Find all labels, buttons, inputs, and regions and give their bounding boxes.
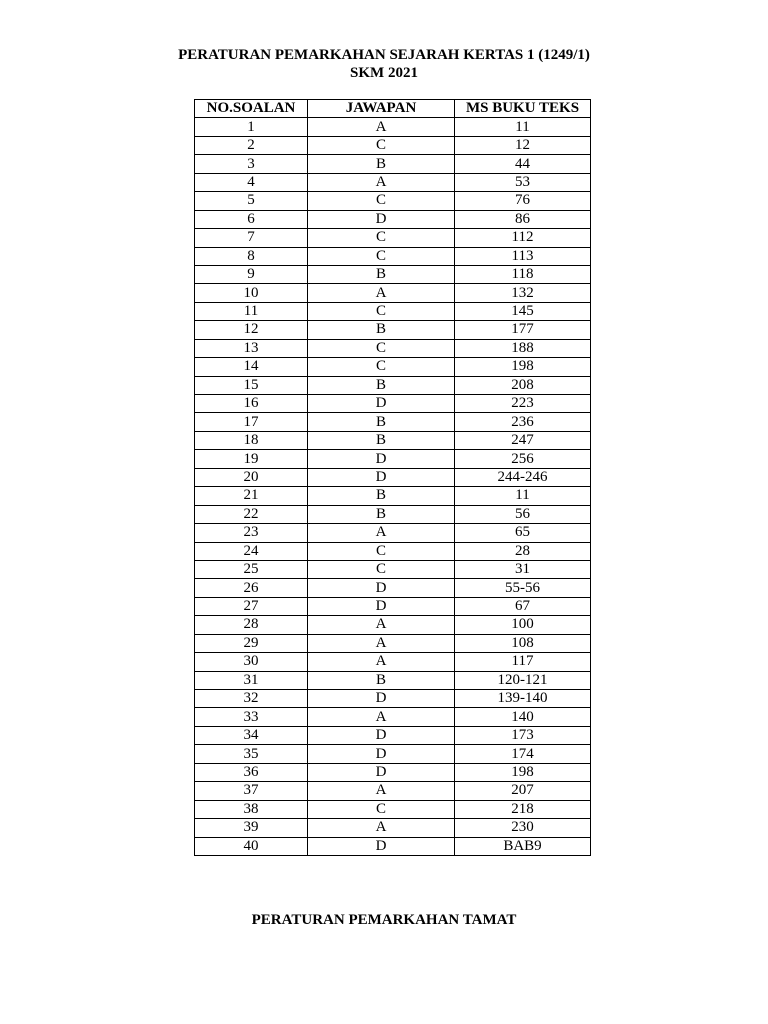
table-row [195,358,591,376]
question-no-cell: 5 [195,192,308,210]
answer-cell: D [308,726,455,744]
textbook-page-cell: 100 [455,616,591,634]
textbook-page-cell: 247 [455,431,591,449]
answer-cell: A [308,524,455,542]
table-row [195,708,591,726]
answer-cell: A [308,616,455,634]
table-row [195,800,591,818]
document-footer: PERATURAN PEMARKAHAN TAMAT [251,912,517,928]
textbook-page-cell: 173 [455,726,591,744]
question-no-cell: 4 [195,173,308,191]
question-no-cell: 10 [195,284,308,302]
question-no-cell: 19 [195,450,308,468]
table-row [195,210,591,228]
textbook-page-cell: 236 [455,413,591,431]
question-no-cell: 32 [195,690,308,708]
textbook-page-cell: 174 [455,745,591,763]
table-row [195,597,591,615]
textbook-page-cell: 53 [455,173,591,191]
table-row [195,302,591,320]
answer-cell: A [308,634,455,652]
question-no-cell: 8 [195,247,308,265]
table-row [195,653,591,671]
question-no-cell: 37 [195,782,308,800]
textbook-page-cell: 31 [455,560,591,578]
question-no-cell: 36 [195,763,308,781]
table-row [195,690,591,708]
question-no-cell: 15 [195,376,308,394]
answer-cell: D [308,597,455,615]
answer-cell: A [308,819,455,837]
answer-cell: D [308,837,455,855]
textbook-page-cell: 65 [455,524,591,542]
question-no-cell: 12 [195,321,308,339]
textbook-page-cell: 108 [455,634,591,652]
table-row [195,321,591,339]
textbook-page-cell: 132 [455,284,591,302]
textbook-page-cell: 140 [455,708,591,726]
textbook-page-cell: 230 [455,819,591,837]
table-row [195,376,591,394]
answer-cell: C [308,339,455,357]
question-no-cell: 11 [195,302,308,320]
textbook-page-cell: 118 [455,265,591,283]
question-no-cell: 24 [195,542,308,560]
answer-cell: D [308,690,455,708]
table-row [195,634,591,652]
textbook-page-cell: 76 [455,192,591,210]
textbook-page-cell: 256 [455,450,591,468]
table-row [195,763,591,781]
answer-cell: A [308,284,455,302]
question-no-cell: 2 [195,136,308,154]
question-no-cell: 20 [195,468,308,486]
table-row [195,431,591,449]
answer-cell: D [308,468,455,486]
textbook-page-cell: BAB9 [455,837,591,855]
textbook-page-cell: 86 [455,210,591,228]
table-row [195,524,591,542]
answer-table-body [195,118,591,856]
textbook-page-cell: 198 [455,763,591,781]
answer-cell: C [308,247,455,265]
table-row [195,118,591,136]
question-no-cell: 7 [195,229,308,247]
textbook-page-cell: 177 [455,321,591,339]
question-no-cell: 6 [195,210,308,228]
table-header-row [195,100,591,118]
question-no-cell: 22 [195,505,308,523]
answer-cell: B [308,321,455,339]
question-no-cell: 38 [195,800,308,818]
answer-cell: A [308,708,455,726]
answer-cell: C [308,358,455,376]
answer-cell: D [308,395,455,413]
table-row [195,505,591,523]
answer-cell: B [308,487,455,505]
answer-cell: C [308,302,455,320]
question-no-cell: 3 [195,155,308,173]
column-header-answer: JAWAPAN [308,100,455,118]
textbook-page-cell: 55-56 [455,579,591,597]
textbook-page-cell: 198 [455,358,591,376]
textbook-page-cell: 207 [455,782,591,800]
question-no-cell: 23 [195,524,308,542]
question-no-cell: 34 [195,726,308,744]
textbook-page-cell: 11 [455,487,591,505]
answer-cell: B [308,413,455,431]
question-no-cell: 14 [195,358,308,376]
question-no-cell: 21 [195,487,308,505]
table-row [195,542,591,560]
answer-cell: A [308,782,455,800]
question-no-cell: 26 [195,579,308,597]
answer-cell: B [308,505,455,523]
table-row [195,726,591,744]
document-title: PERATURAN PEMARKAHAN SEJARAH KERTAS 1 (1249/1) [178,47,590,63]
textbook-page-cell: 67 [455,597,591,615]
table-row [195,413,591,431]
answer-cell: B [308,376,455,394]
textbook-page-cell: 12 [455,136,591,154]
textbook-page-cell: 117 [455,653,591,671]
question-no-cell: 13 [195,339,308,357]
textbook-page-cell: 139-140 [455,690,591,708]
question-no-cell: 27 [195,597,308,615]
question-no-cell: 18 [195,431,308,449]
column-header-textbook-page: MS BUKU TEKS [455,100,591,118]
textbook-page-cell: 223 [455,395,591,413]
table-row [195,579,591,597]
textbook-page-cell: 113 [455,247,591,265]
question-no-cell: 9 [195,265,308,283]
table-row [195,229,591,247]
table-row [195,487,591,505]
textbook-page-cell: 120-121 [455,671,591,689]
question-no-cell: 40 [195,837,308,855]
answer-cell: D [308,450,455,468]
answer-cell: C [308,542,455,560]
textbook-page-cell: 44 [455,155,591,173]
answer-cell: B [308,265,455,283]
question-no-cell: 29 [195,634,308,652]
table-row [195,468,591,486]
answer-cell: C [308,192,455,210]
table-row [195,247,591,265]
answer-cell: B [308,155,455,173]
table-row [195,819,591,837]
table-row [195,395,591,413]
table-row [195,560,591,578]
table-row [195,136,591,154]
table-row [195,284,591,302]
answer-cell: C [308,560,455,578]
question-no-cell: 39 [195,819,308,837]
textbook-page-cell: 218 [455,800,591,818]
question-no-cell: 28 [195,616,308,634]
table-row [195,837,591,855]
question-no-cell: 25 [195,560,308,578]
answer-cell: A [308,173,455,191]
answer-cell: C [308,229,455,247]
table-row [195,671,591,689]
textbook-page-cell: 188 [455,339,591,357]
answer-cell: C [308,800,455,818]
question-no-cell: 1 [195,118,308,136]
question-no-cell: 17 [195,413,308,431]
question-no-cell: 30 [195,653,308,671]
table-row [195,192,591,210]
textbook-page-cell: 11 [455,118,591,136]
column-header-question-no: NO.SOALAN [195,100,308,118]
answer-cell: D [308,210,455,228]
table-row [195,745,591,763]
textbook-page-cell: 56 [455,505,591,523]
table-row [195,155,591,173]
table-row [195,265,591,283]
textbook-page-cell: 112 [455,229,591,247]
answer-cell: C [308,136,455,154]
table-row [195,616,591,634]
answer-cell: A [308,653,455,671]
question-no-cell: 33 [195,708,308,726]
textbook-page-cell: 145 [455,302,591,320]
answer-cell: A [308,118,455,136]
textbook-page-cell: 28 [455,542,591,560]
textbook-page-cell: 244-246 [455,468,591,486]
document-subtitle: SKM 2021 [350,65,418,81]
answer-cell: D [308,745,455,763]
table-row [195,450,591,468]
answer-cell: D [308,579,455,597]
answer-cell: D [308,763,455,781]
answer-table [194,99,591,856]
table-row [195,339,591,357]
textbook-page-cell: 208 [455,376,591,394]
answer-cell: B [308,431,455,449]
table-row [195,173,591,191]
table-row [195,782,591,800]
question-no-cell: 31 [195,671,308,689]
answer-cell: B [308,671,455,689]
question-no-cell: 35 [195,745,308,763]
question-no-cell: 16 [195,395,308,413]
